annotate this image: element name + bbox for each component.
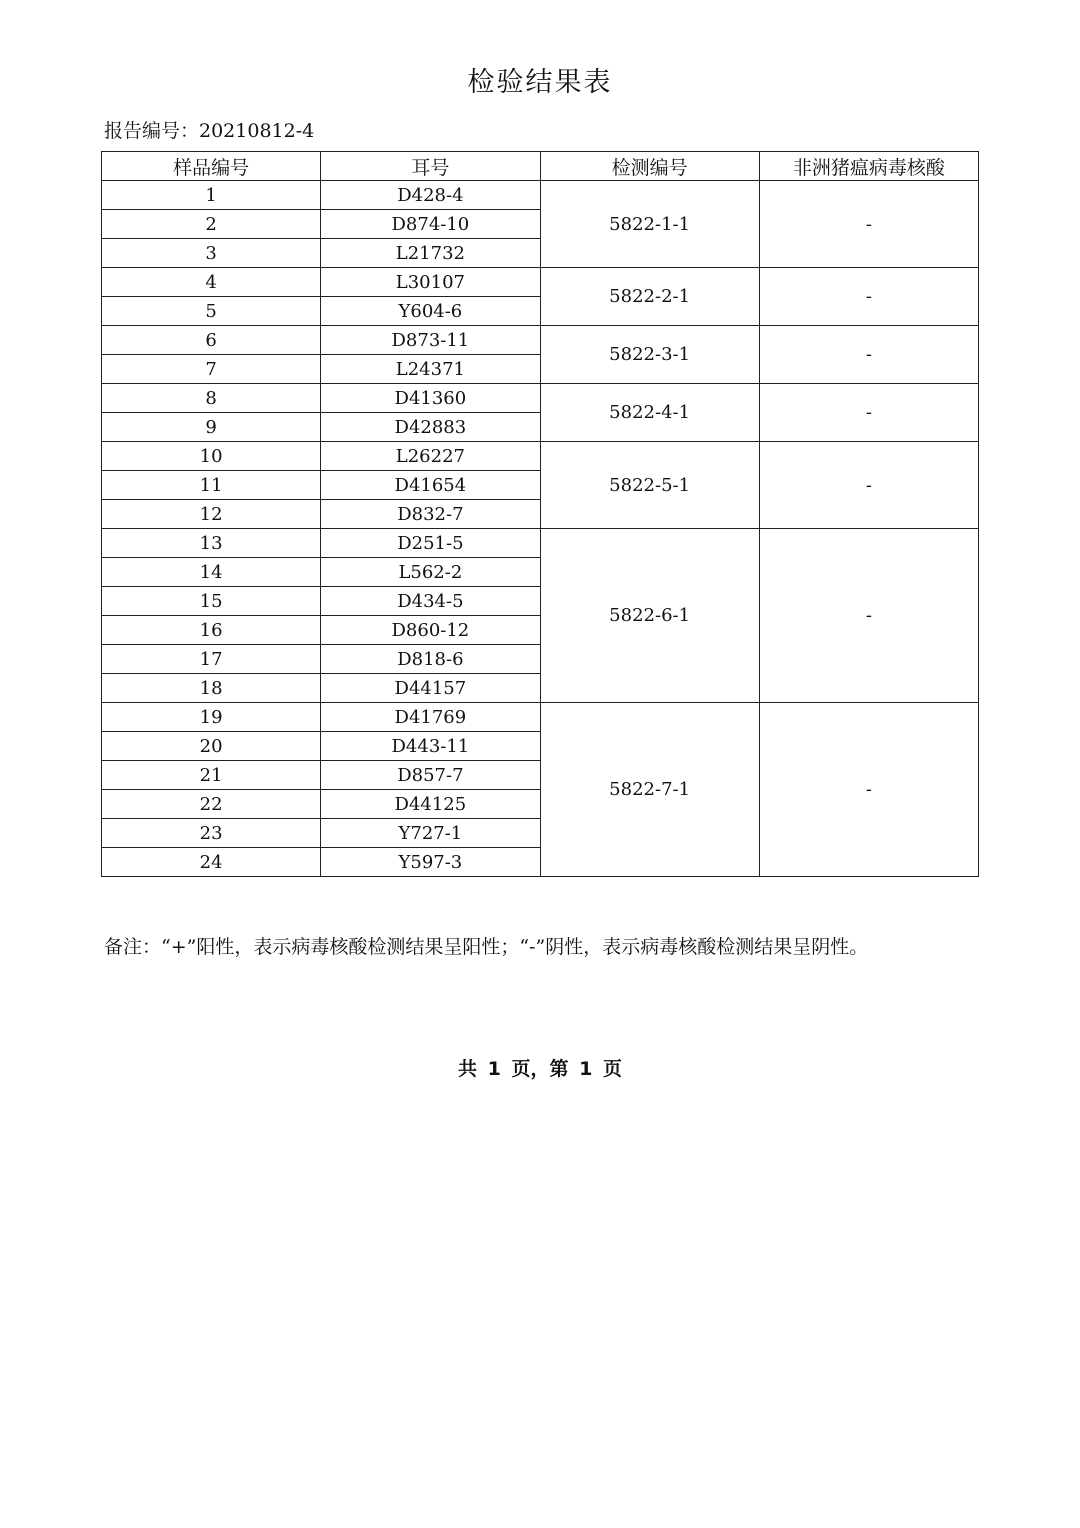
results-body (102, 181, 979, 877)
sample-no-cell: 24 (102, 848, 321, 877)
table-row (102, 181, 979, 210)
sample-no-cell: 15 (102, 587, 321, 616)
sample-no-cell: 13 (102, 529, 321, 558)
sample-no-cell: 9 (102, 413, 321, 442)
asf-result-cell: - (759, 181, 978, 268)
sample-no-cell: 20 (102, 732, 321, 761)
ear-tag-cell: D434-5 (321, 587, 540, 616)
asf-result-cell: - (759, 442, 978, 529)
ear-tag-cell: D44157 (321, 674, 540, 703)
ear-tag-cell: D41769 (321, 703, 540, 732)
ear-tag-cell: L562-2 (321, 558, 540, 587)
table-row (102, 529, 979, 558)
table-row (102, 268, 979, 297)
ear-tag-cell: L30107 (321, 268, 540, 297)
asf-result-cell: - (759, 529, 978, 703)
asf-result-cell: - (759, 384, 978, 442)
ear-tag-cell: L21732 (321, 239, 540, 268)
page-footer: 共 1 页，第 1 页 (458, 1058, 622, 1080)
test-id-cell: 5822-5-1 (540, 442, 759, 529)
sample-no-cell: 17 (102, 645, 321, 674)
table-row (102, 442, 979, 471)
report-number: 报告编号：20210812-4 (104, 120, 315, 142)
table-row (102, 703, 979, 732)
sample-no-cell: 4 (102, 268, 321, 297)
ear-tag-cell: D873-11 (321, 326, 540, 355)
results-table (101, 151, 979, 877)
ear-tag-cell: Y597-3 (321, 848, 540, 877)
ear-tag-cell: D41654 (321, 471, 540, 500)
remark-note: 备注：“+”阳性，表示病毒核酸检测结果呈阳性；“-”阴性，表示病毒核酸检测结果呈阴性。 (104, 936, 869, 958)
test-id-cell: 5822-6-1 (540, 529, 759, 703)
sample-no-cell: 16 (102, 616, 321, 645)
table-row (102, 326, 979, 355)
ear-tag-cell: D832-7 (321, 500, 540, 529)
sample-no-cell: 2 (102, 210, 321, 239)
sample-no-cell: 21 (102, 761, 321, 790)
sample-no-cell: 11 (102, 471, 321, 500)
sample-no-cell: 19 (102, 703, 321, 732)
ear-tag-cell: D428-4 (321, 181, 540, 210)
ear-tag-cell: D818-6 (321, 645, 540, 674)
ear-tag-cell: D874-10 (321, 210, 540, 239)
sample-no-cell: 23 (102, 819, 321, 848)
asf-result-cell: - (759, 326, 978, 384)
sample-no-cell: 3 (102, 239, 321, 268)
asf-result-cell: - (759, 268, 978, 326)
ear-tag-cell: D860-12 (321, 616, 540, 645)
sample-no-cell: 14 (102, 558, 321, 587)
table-header-row (102, 152, 979, 181)
sample-no-cell: 1 (102, 181, 321, 210)
ear-tag-cell: D251-5 (321, 529, 540, 558)
test-id-cell: 5822-1-1 (540, 181, 759, 268)
test-id-cell: 5822-7-1 (540, 703, 759, 877)
ear-tag-cell: Y727-1 (321, 819, 540, 848)
ear-tag-cell: D443-11 (321, 732, 540, 761)
ear-tag-cell: D857-7 (321, 761, 540, 790)
sample-no-cell: 5 (102, 297, 321, 326)
table-row (102, 384, 979, 413)
header-ear-tag: 耳号 (321, 152, 540, 181)
test-id-cell: 5822-4-1 (540, 384, 759, 442)
ear-tag-cell: D41360 (321, 384, 540, 413)
sample-no-cell: 18 (102, 674, 321, 703)
sample-no-cell: 8 (102, 384, 321, 413)
page-title: 检验结果表 (467, 67, 613, 98)
ear-tag-cell: D44125 (321, 790, 540, 819)
header-sample-no: 样品编号 (102, 152, 321, 181)
header-asf-result: 非洲猪瘟病毒核酸 (759, 152, 978, 181)
ear-tag-cell: D42883 (321, 413, 540, 442)
ear-tag-cell: L24371 (321, 355, 540, 384)
sample-no-cell: 7 (102, 355, 321, 384)
sample-no-cell: 12 (102, 500, 321, 529)
header-test-id: 检测编号 (540, 152, 759, 181)
sample-no-cell: 22 (102, 790, 321, 819)
sample-no-cell: 10 (102, 442, 321, 471)
asf-result-cell: - (759, 703, 978, 877)
ear-tag-cell: L26227 (321, 442, 540, 471)
test-id-cell: 5822-2-1 (540, 268, 759, 326)
sample-no-cell: 6 (102, 326, 321, 355)
test-id-cell: 5822-3-1 (540, 326, 759, 384)
ear-tag-cell: Y604-6 (321, 297, 540, 326)
